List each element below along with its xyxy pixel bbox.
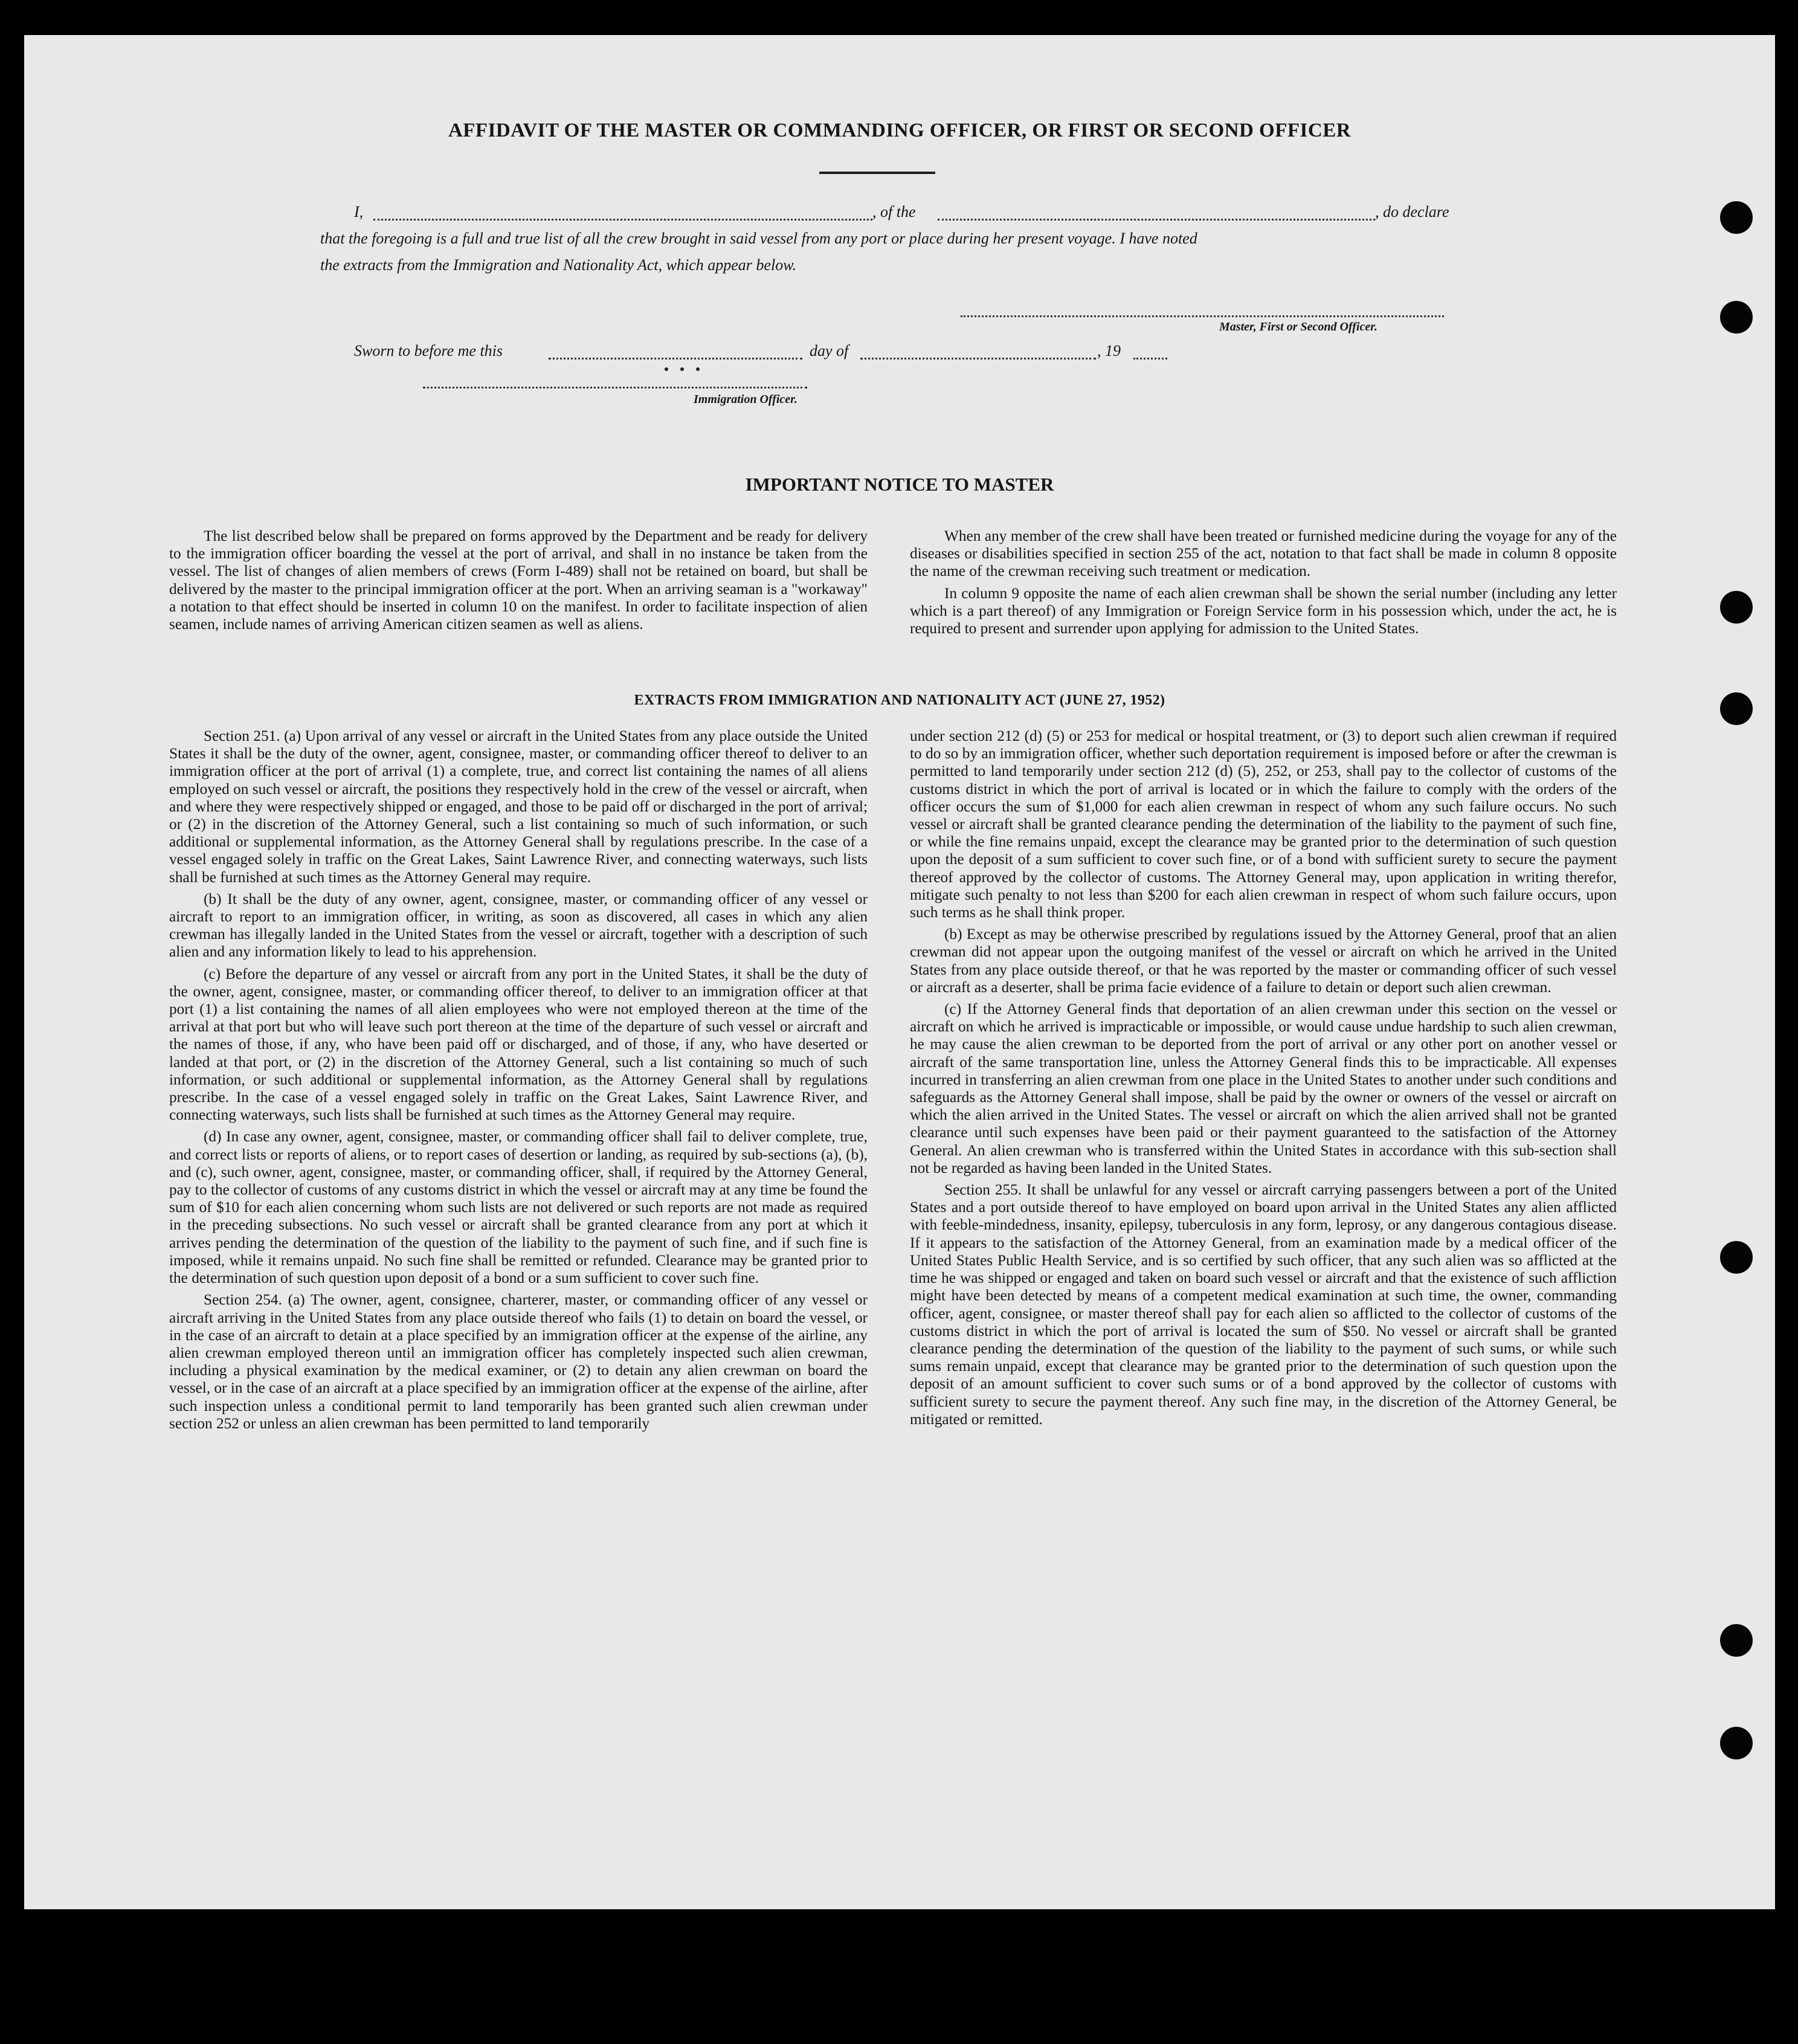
punch-hole (1720, 201, 1753, 234)
master-signature-label: Master, First or Second Officer. (1219, 320, 1378, 334)
punch-hole (1720, 1624, 1753, 1657)
title-underline (819, 172, 935, 174)
punch-hole (1720, 591, 1753, 624)
extract-paragraph: Section 251. (a) Upon arrival of any vessel or aircraft in the United States from any place outside the United States it shall be the duty of the owner, agent, consignee, master, or commanding officer thereof to deliver to an immigration officer at the port of arrival (1) a complete, true, and correct list containing the names of all aliens employed on such vessel or aircraft, the positions they respectively hold in the crew of the vessel or aircraft, when and where they were respectively shipped or engaged, and those to be paid off or discharged in the port of arrival; or (2) in the discretion of the Attorney General, such a list containing so much of such information, or such additional or supplemental information, as the Attorney General shall by regulations prescribe. In the case of a vessel engaged solely in traffic on the Great Lakes, Saint Lawrence River, and connecting waterways, such lists shall be furnished at such times as the Attorney General may require. (169, 727, 868, 886)
sworn-label: Sworn to before me this (354, 342, 503, 359)
notice-title: IMPORTANT NOTICE TO MASTER (745, 474, 1054, 495)
affidavit-title: AFFIDAVIT OF THE MASTER OR COMMANDING OFFICER, OR FIRST OR SECOND OFFICER (448, 120, 1352, 141)
declaration-of-the-label: , of the (872, 203, 916, 221)
punch-hole (1720, 1241, 1753, 1274)
extract-paragraph: Section 254. (a) The owner, agent, consignee, charterer, master, or commanding officer of any vessel or aircraft arriving in the United States from any place outside thereof who fails (1) to detain on board the vessel, or in the case of an aircraft to detain at a place specified by an immigration officer at the expense of the airline, any alien crewman employed thereon until an immigration officer has completely inspected such alien crewman, including a physical examination by the medical examiner, or (2) to detain any alien crewman on board the vessel, or in the case of an aircraft at a place specified by an immigration officer at the expense of the airline, after such inspection unless a conditional permit to land temporarily has been granted such alien crewman under section 252 or unless an alien crewman has been permitted to land temporarily (169, 1291, 868, 1432)
extracts-left-column (169, 727, 868, 1437)
declarant-name-field[interactable] (373, 219, 872, 221)
extract-paragraph: (c) If the Attorney General finds that deportation of an alien crewman under this section on the vessel or aircraft on which he arrived is impracticable or impossible, or would cause undue hardship to such alien crewman, he may cause the alien crewman to be deported from the port of arrival or any other port on another vessel or aircraft of the same transportation line, unless the Attorney General finds this to be impracticable. All expenses incurred in transferring an alien crewman from one place in the United States to another under such conditions and safeguards as the Attorney General shall impose, shall be paid by the owner or owners of the vessel or aircraft on which the alien arrived in the United States. The vessel or aircraft on which the alien arrived shall not be granted clearance until such expenses have been paid or their payment guaranteed to the satisfaction of the Attorney General. An alien crewman who is transferred within the United States in accordance with this sub-section shall not be regarded as having been landed in the United States. (910, 1001, 1617, 1176)
extract-paragraph: (b) It shall be the duty of any owner, agent, consignee, master, or commanding officer of any vessel or aircraft to report to an immigration officer, in writing, as soon as discovered, all cases in which any alien crewman has illegally landed in the United States from the vessel or aircraft, together with a description of such alien and any information likely to lead to his apprehension. (169, 890, 868, 961)
extract-paragraph: (b) Except as may be otherwise prescribed by regulations issued by the Attorney General, proof that an alien crewman did not appear upon the outgoing manifest of the vessel or aircraft on which he arrived in the United States from any place outside thereof, or that he was reported by the master or commanding officer of such vessel or aircraft as a deserter, shall be prima facie evidence of a failure to detain or deport such alien crewman. (910, 926, 1617, 996)
punch-hole (1720, 692, 1753, 725)
declarant-position-field[interactable] (938, 219, 1375, 221)
immigration-officer-signature-field[interactable] (423, 387, 807, 388)
sworn-year-field[interactable] (1133, 358, 1167, 359)
day-of-label: day of (810, 342, 849, 359)
sworn-day-field[interactable] (549, 358, 802, 359)
notice-paragraph: The list described below shall be prepared on forms approved by the Department and be ready for delivery to the immigration officer boarding the vessel at the port of arrival, and shall in no instance be taken from the vessel. The list of changes of alien members of crews (Form I-489) shall not be retained on board, but shall be delivered by the master to the principal immigration officer at the port. When an arriving seaman is a "workaway" a notation to that effect should be inserted in column 10 on the manifest. In order to facilitate inspection of alien seamen, include names of arriving American citizen seamen as well as aliens. (169, 527, 868, 633)
notice-right-column (910, 527, 1617, 642)
notice-paragraph: When any member of the crew shall have been treated or furnished medicine during the voyage for any of the diseases or disabilities specified in section 255 of the act, notation to that fact shall be made in column 8 opposite the name of the crewman receiving such treatment or medication. (910, 527, 1617, 580)
declaration-i-label: I, (354, 203, 364, 221)
punch-hole (1720, 1727, 1753, 1759)
punch-hole (1720, 301, 1753, 334)
immigration-officer-label: Immigration Officer. (694, 393, 798, 406)
declaration-line-2: that the foregoing is a full and true list of all the crew brought in said vessel from any port or place during her present voyage. I have noted (320, 230, 1197, 247)
extracts-title: EXTRACTS FROM IMMIGRATION AND NATIONALITY ACT (JUNE 27, 1952) (634, 692, 1165, 708)
notice-left-column (169, 527, 868, 637)
extracts-right-column (910, 727, 1617, 1433)
extract-paragraph: (d) In case any owner, agent, consignee, master, or commanding officer shall fail to deliver complete, true, and correct lists or reports of aliens, or to report cases of desertion or landing, as required by sub-sections (a), (b), and (c), such owner, agent, consignee, master, or commanding officer, shall, if required by the Attorney General, pay to the collector of customs of any customs district in which the vessel or aircraft may at any time be found the sum of $10 for each alien concerning whom such lists are not delivered or such reports are not made as required in the preceding subsections. No such vessel or aircraft shall be granted clearance from any port at which it arrives pending the determination of the question of the liability to the payment of such fine, and if such fine is imposed, while it remains unpaid. No such fine shall be remitted or refunded. Clearance may be granted prior to the determination of such question upon deposit of a bond or a sum sufficient to cover such fine. (169, 1128, 868, 1287)
sworn-month-field[interactable] (860, 358, 1096, 359)
master-signature-field[interactable] (961, 315, 1444, 317)
extract-paragraph: (c) Before the departure of any vessel or aircraft from any port in the United States, it shall be the duty of the owner, agent, consignee, master, or commanding officer thereof, to deliver to an immigration officer at that port (1) a list containing the names of all alien employees who were not employed thereon at the time of the arrival at that port but who will leave such port thereon at the time of the departure of such vessel or aircraft and the names of those, if any, who have been paid off or discharged, and of those, if any, who have deserted or landed at that port, or (2) in the discretion of the Attorney General, such a list containing so much of such information, or such additional or supplemental information, as the Attorney General shall by regulations prescribe. In the case of a vessel engaged solely in traffic on the Great Lakes, Saint Lawrence River, and connecting waterways, such lists shall be furnished at such times as the Attorney General may require. (169, 965, 868, 1124)
extract-paragraph: under section 212 (d) (5) or 253 for medical or hospital treatment, or (3) to deport such alien crewman if required to do so by an immigration officer, whether such deportation requirement is imposed before or after the crewman is permitted to land temporarily under section 212 (d) (5), 252, or 253, shall pay to the collector of customs of the customs district in which the port of arrival is located or in which the failure to comply with the orders of the officer occurs the sum of $1,000 for each alien crewman in respect of whom any such failure occurs. No such vessel or aircraft shall be granted clearance pending the determination of the liability to the payment of such fine, or while the fine remains unpaid, except the clearance may be granted prior to the determination of such question upon the deposit of a sum sufficient to cover such fine, or of a bond with sufficient surety to secure the payment thereof approved by the collector of customs. The Attorney General may, upon application in writing therefor, mitigate such penalty to not less than $200 for each alien crewman in respect of whom such failure occurs, upon such terms as he shall think proper. (910, 727, 1617, 921)
document-page (24, 35, 1775, 1909)
notice-paragraph: In column 9 opposite the name of each alien crewman shall be shown the serial number (including any letter which is a part thereof) of any Immigration or Foreign Service form in his possession which, under the act, he is required to present and surrender upon applying for admission to the United States. (910, 584, 1617, 637)
declaration-do-declare-label: , do declare (1375, 203, 1449, 221)
year-label: , 19 (1097, 342, 1121, 359)
declaration-line-3: the extracts from the Immigration and Nationality Act, which appear below. (320, 256, 797, 274)
extract-paragraph: Section 255. It shall be unlawful for any vessel or aircraft carrying passengers between a port of the United States and a port outside thereof to have employed on board upon arrival in the United States any alien afflicted with feeble-mindedness, insanity, epilepsy, tuberculosis in any form, leprosy, or any dangerous contagious disease. If it appears to the satisfaction of the Attorney General, from an examination made by a medical officer of the United States Public Health Service, and is so certified by such officer, that any such alien was so afflicted at the time he was shipped or engaged and taken on board such vessel or aircraft and that the existence of such affliction might have been detected by means of a competent medical examination at such time, the owner, commanding officer, agent, consignee, or master thereof shall pay for each alien so afflicted to the collector of customs of the customs district in which the port of arrival is located the sum of $50. No vessel or aircraft shall be granted clearance pending the determination of the question of the liability to the payment of such sums, or while such sums remain unpaid, except that clearance may be granted prior to the determination of such question upon the deposit of an amount sufficient to cover such sums or of a bond approved by the collector of customs with sufficient surety to secure the payment thereof. Any such fine may, in the discretion of the Attorney General, be mitigated or remitted. (910, 1181, 1617, 1428)
